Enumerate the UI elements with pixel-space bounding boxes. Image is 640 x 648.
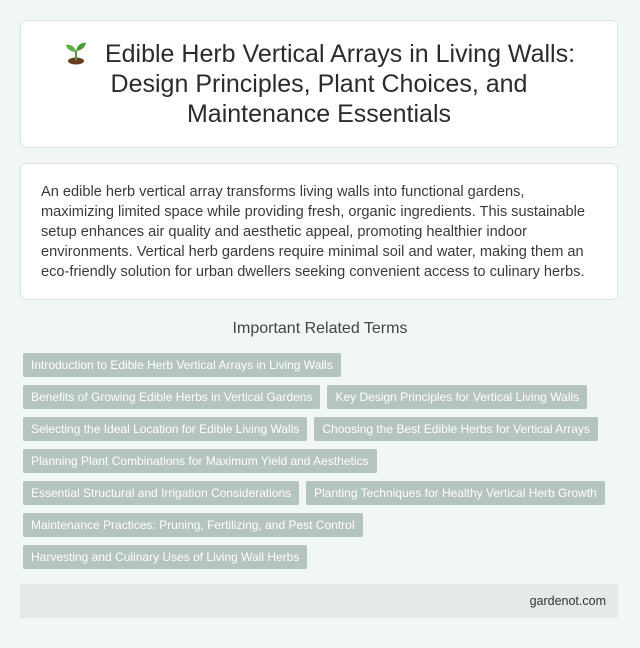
footer-site-link[interactable]: gardenot.com — [529, 594, 606, 608]
related-terms-list — [23, 353, 623, 577]
related-term-tag[interactable]: Planting Techniques for Healthy Vertical Herb Growth — [306, 481, 605, 505]
related-term-tag[interactable]: Key Design Principles for Vertical Living Walls — [327, 385, 587, 409]
related-term-tag[interactable]: Essential Structural and Irrigation Considerations — [23, 481, 299, 505]
title-card — [20, 20, 618, 148]
page-title — [45, 39, 593, 129]
related-terms-heading: Important Related Terms — [232, 320, 408, 337]
related-term-tag[interactable]: Selecting the Ideal Location for Edible Living Walls — [23, 417, 307, 441]
title-text: Edible Herb Vertical Arrays in Living Walls: Design Principles, Plant Choices, and Maintenance Essentials — [104, 40, 576, 128]
tag-row — [23, 385, 623, 409]
tag-row — [23, 513, 623, 537]
tag-row — [23, 545, 623, 569]
related-term-tag[interactable]: Planning Plant Combinations for Maximum Yield and Aesthetics — [23, 449, 377, 473]
tag-row — [23, 449, 623, 473]
tag-row — [23, 481, 623, 505]
tag-row — [23, 353, 623, 377]
related-term-tag[interactable]: Harvesting and Culinary Uses of Living Wall Herbs — [23, 545, 307, 569]
intro-card — [20, 163, 618, 300]
related-term-tag[interactable]: Choosing the Best Edible Herbs for Vertical Arrays — [314, 417, 597, 441]
intro-paragraph: An edible herb vertical array transforms living walls into functional gardens, maximizing limited space while providing fresh, organic ingredients. This sustainable setup enhances air quality and aesthetic appeal, promoting healthier indoor environments. Vertical herb gardens require minimal soil and water, making them an eco-friendly solution for urban dwellers seeking convenient access to culinary herbs. — [41, 184, 586, 280]
related-term-tag[interactable]: Introduction to Edible Herb Vertical Arrays in Living Walls — [23, 353, 341, 377]
related-term-tag[interactable]: Benefits of Growing Edible Herbs in Vertical Gardens — [23, 385, 320, 409]
related-term-tag[interactable]: Maintenance Practices: Pruning, Fertilizing, and Pest Control — [23, 513, 363, 537]
footer — [20, 584, 618, 618]
tag-row — [23, 417, 623, 441]
seedling-icon — [63, 39, 89, 65]
